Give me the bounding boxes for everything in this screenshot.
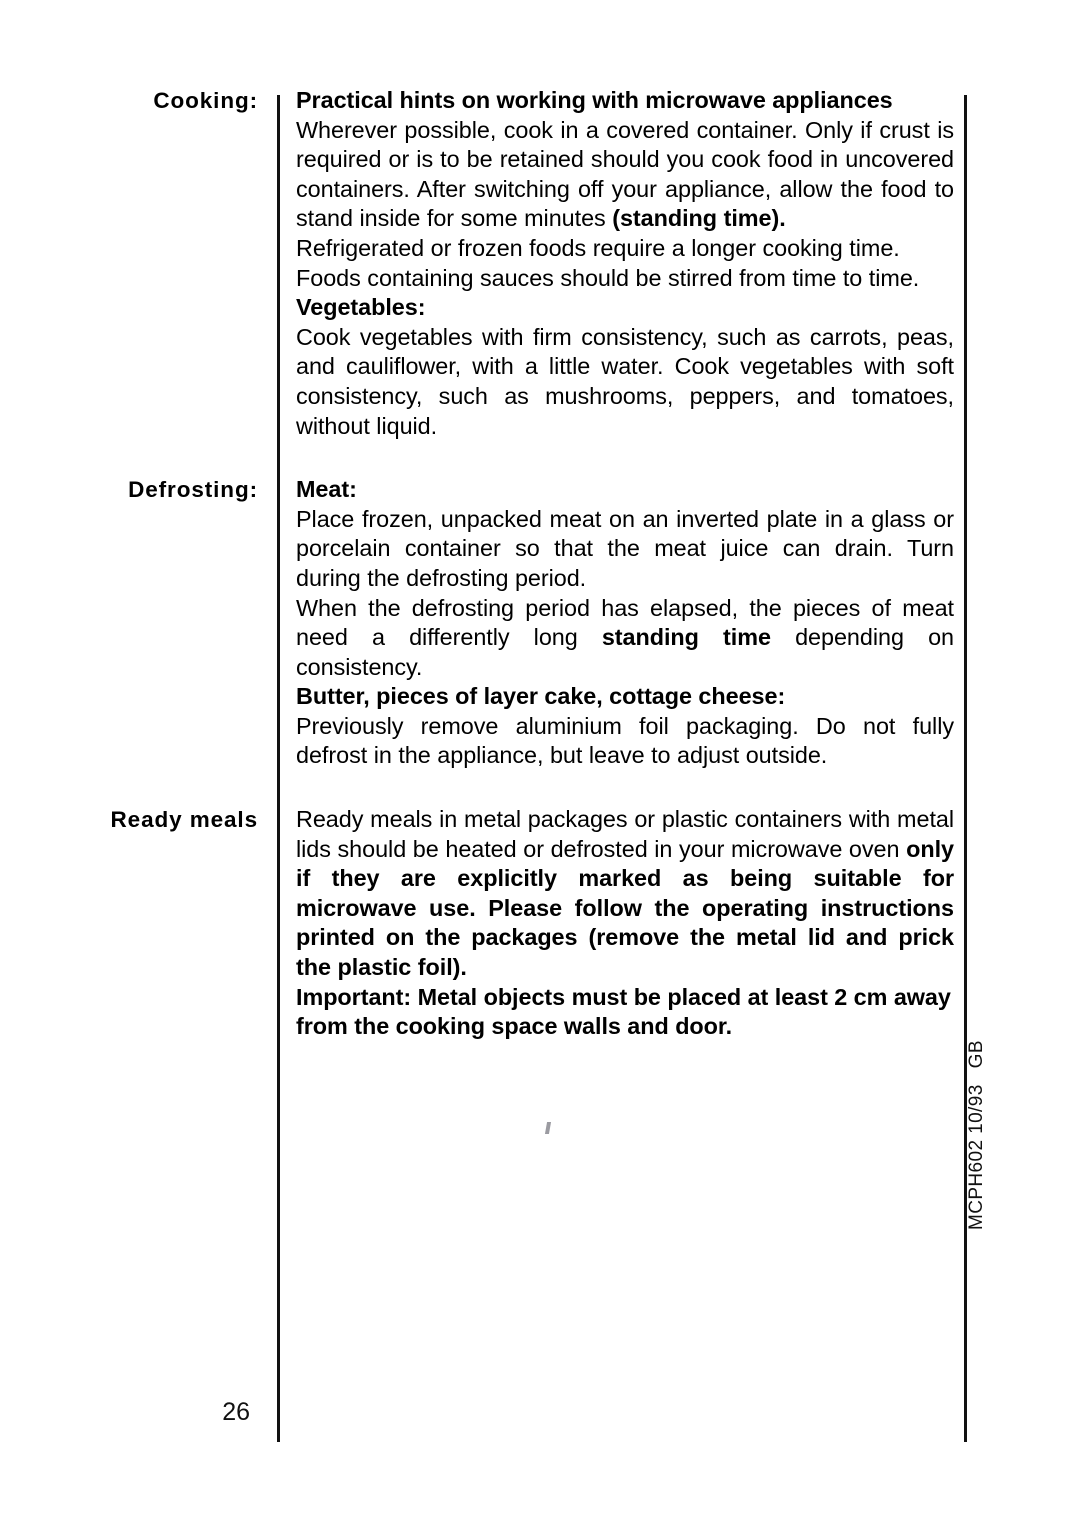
paragraph-text-tail: depending on consistency. bbox=[296, 624, 954, 680]
paragraph-sauces-stirred: Foods containing sauces should be stirred from time to time. bbox=[296, 264, 920, 291]
section-cooking bbox=[0, 86, 1080, 441]
paragraph-meat-inverted-plate: Place frozen, unpacked meat on an inverted plate in a glass or porcelain container so that the meat juice can drain. Turn during the defrosting period. bbox=[296, 505, 954, 591]
paragraph-ready-meals-metal bbox=[296, 805, 954, 983]
paragraph-text-lead: Wherever possible, cook in a covered container. Only if crust is required or is to be retained should you cook food in uncovered containers. After switching off your appliance, allow the food to stand inside for some minutes bbox=[296, 116, 954, 232]
section-body-ready-meals bbox=[296, 805, 954, 1042]
section-label-cooking: Cooking: bbox=[153, 88, 258, 113]
heading-meat: Meat: bbox=[296, 476, 357, 503]
section-label-ready-meals: Ready meals bbox=[110, 807, 258, 833]
section-label-defrosting: Defrosting: bbox=[128, 477, 258, 503]
section-spacer-defrosting bbox=[0, 771, 1080, 805]
page-content bbox=[0, 86, 1080, 1042]
section-body-cooking bbox=[296, 86, 954, 441]
imprint-locale-text: GB bbox=[966, 1040, 987, 1069]
paragraph-aluminium-foil: Previously remove aluminium foil packaging. Do not fully defrost in the appliance, but leave to adjust outside. bbox=[296, 712, 954, 769]
page-number: 26 bbox=[222, 1398, 250, 1426]
section-spacer-cooking bbox=[0, 441, 1080, 475]
imprint-code-text: MCPH602 10/93 bbox=[966, 1084, 987, 1230]
scan-artifact-speck bbox=[545, 1122, 551, 1134]
heading-vegetables: Vegetables: bbox=[296, 294, 426, 321]
paragraph-text-bold: (standing time). bbox=[612, 205, 786, 232]
imprint-code bbox=[966, 990, 988, 1230]
paragraph-text-lead: When the defrosting period has elapsed, the pieces of meat need a differently long bbox=[296, 594, 954, 651]
heading-butter-layer-cake: Butter, pieces of layer cake, cottage cheese: bbox=[296, 683, 786, 710]
paragraph-meat-standing-time bbox=[296, 594, 954, 683]
section-body-defrosting bbox=[296, 475, 954, 771]
paragraph-refrigerated-foods: Refrigerated or frozen foods require a longer cooking time. bbox=[296, 234, 900, 261]
heading-practical-hints: Practical hints on working with microwave appliances bbox=[296, 87, 893, 113]
paragraph-covered-container bbox=[296, 116, 954, 234]
section-defrosting bbox=[0, 475, 1080, 771]
paragraph-text-bold: standing time bbox=[601, 624, 771, 651]
paragraph-text-bold: only if they are explicitly marked as being suitable for microwave use. Please follow the operating instructions printed on the packages (remove the metal lid and prick the plastic foil). bbox=[296, 835, 954, 981]
heading-important-metal-objects: Important: Metal objects must be placed at least 2 cm away from the cooking space walls and door. bbox=[296, 983, 951, 1040]
paragraph-text-lead: Ready meals in metal packages or plastic containers with metal lids should be heated or defrosted in your microwave oven bbox=[296, 806, 954, 862]
paragraph-vegetables-consistency: Cook vegetables with firm consistency, such as carrots, peas, and cauliflower, with a little water. Cook vegetables with soft consistency, such as mushrooms, peppers, and tomatoes, without liquid. bbox=[296, 323, 954, 439]
section-ready-meals bbox=[0, 805, 1080, 1042]
